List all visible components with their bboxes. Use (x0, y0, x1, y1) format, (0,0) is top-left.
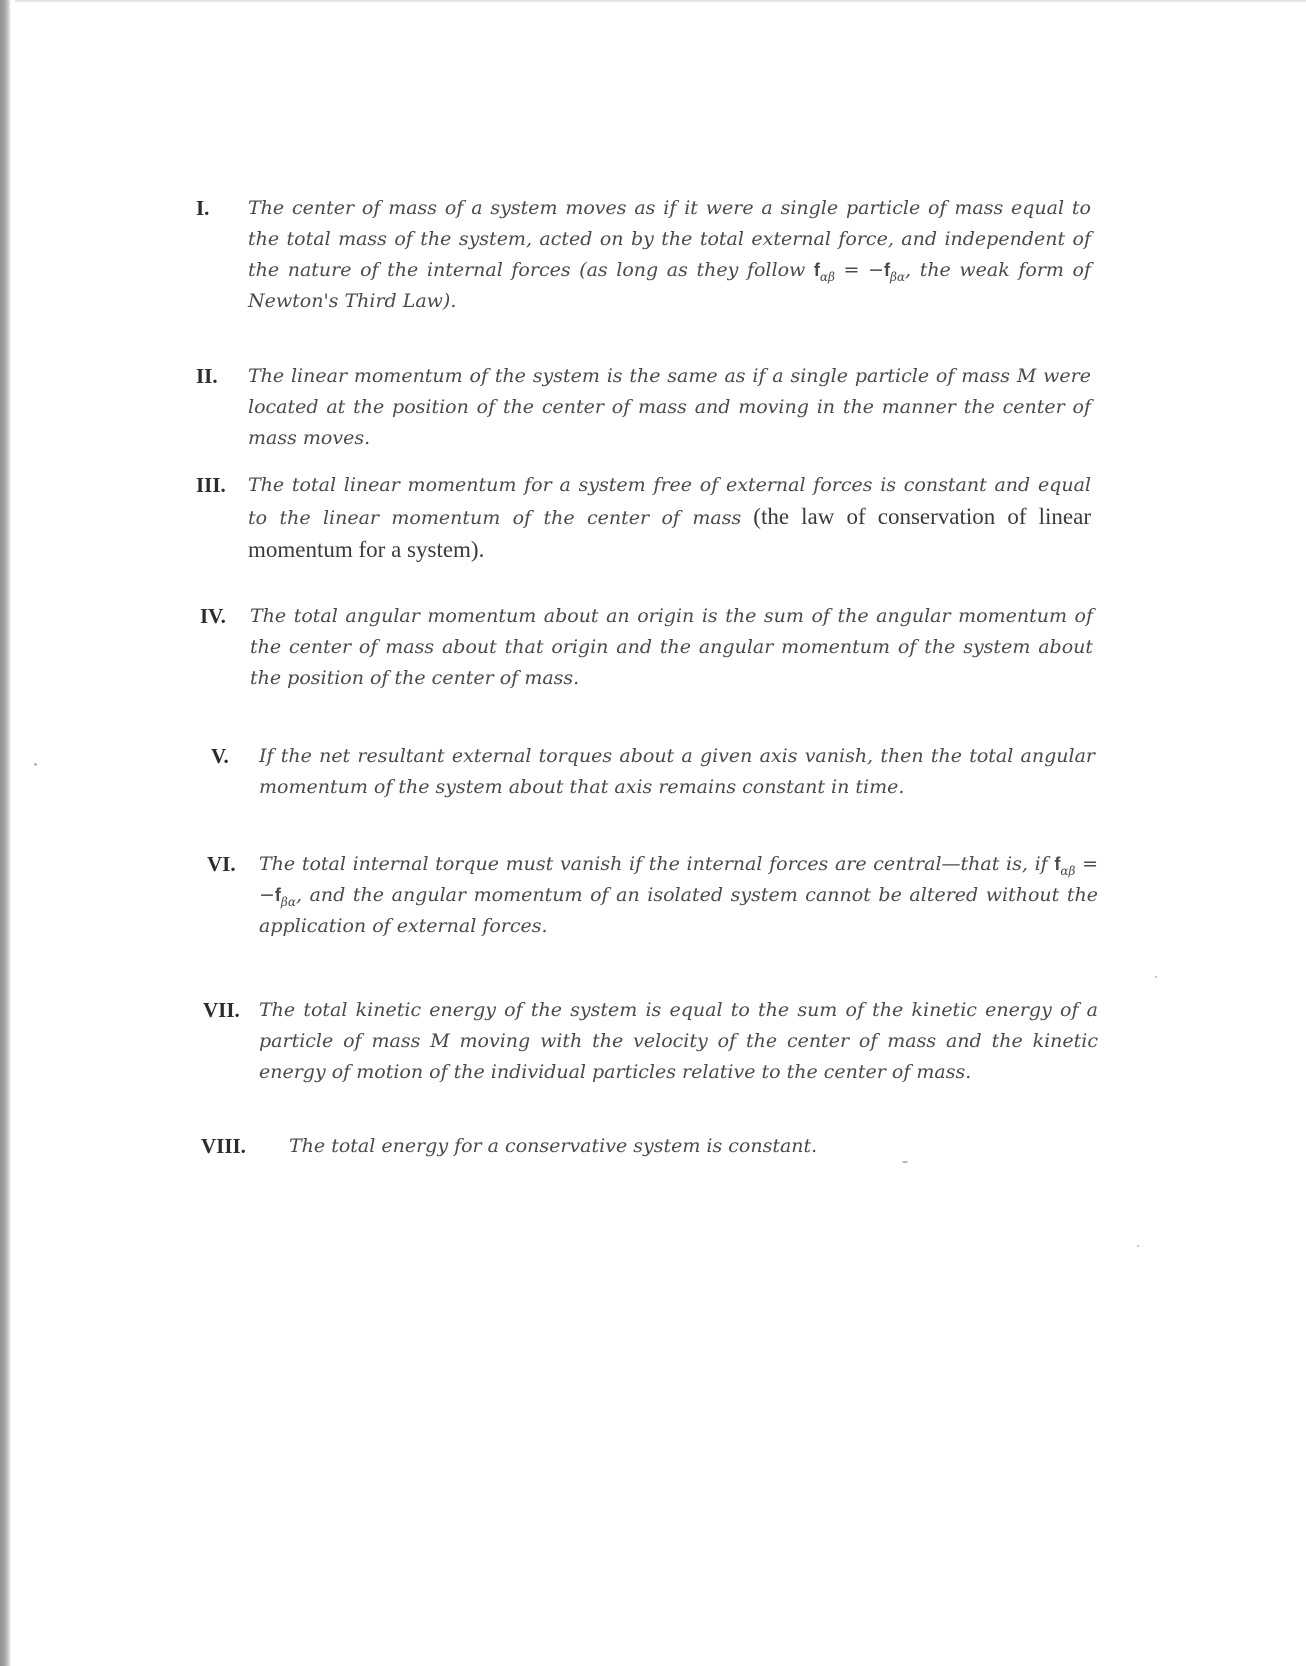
statement-text: The total internal torque must vanish if the internal forces are central—that is, if $f_{\alpha\beta} = -f_{\beta\alpha}$, and the angular momentum of an isolated system cannot be altered without the application of external forces. (259, 853, 1098, 937)
statement-text: The linear momentum of the system is the same as if a single particle of mass M were located at the position of the center of mass and moving in the manner the center of mass moves. (248, 365, 1091, 449)
statement-2 (196, 361, 1091, 454)
statement-numeral: IV. (200, 604, 226, 628)
statement-text: The total linear momentum for a system free of external forces is constant and equal to the linear momentum of the center of mass (the law of conservation of linear momentum for a system). (248, 474, 1091, 562)
scan-top-edge (15, 0, 1306, 3)
statement-numeral: VIII. (201, 1134, 246, 1158)
scan-speck (1155, 976, 1157, 978)
statement-numeral: II. (196, 364, 218, 388)
statement-numeral: I. (196, 196, 210, 220)
statement-text: If the net resultant external torques about a given axis vanish, then the total angular momentum of the system about that axis remains constant in time. (259, 745, 1095, 798)
scan-speck (902, 1161, 908, 1163)
statement-text: The total kinetic energy of the system is equal to the sum of the kinetic energy of a particle of mass M moving with the velocity of the center of mass and the kinetic energy of motion of the individual particles relative to the center of mass. (259, 999, 1098, 1083)
statement-5 (211, 741, 1095, 803)
scan-speck (34, 763, 37, 766)
statement-8 (201, 1131, 1101, 1162)
statement-7 (203, 995, 1098, 1088)
statement-numeral: VII. (203, 998, 240, 1022)
statement-text: The total energy for a conservative system is constant. (289, 1135, 818, 1157)
statement-text: The center of mass of a system moves as if it were a single particle of mass equal to the total mass of the system, acted on by the total external force, and independent of the nature of the internal forces (as long as they follow $f_{\alpha\beta} = -f_{\beta\alpha}$, the weak form of Newton's Third Law). (248, 197, 1092, 312)
scan-speck (1137, 1245, 1139, 1247)
statement-3 (196, 470, 1091, 567)
statement-numeral: V. (211, 744, 229, 768)
statement-4 (200, 601, 1093, 694)
statement-1 (196, 193, 1091, 317)
scan-edge-shadow (0, 0, 11, 1666)
statement-6 (207, 849, 1098, 942)
statement-text: The total angular momentum about an origin is the sum of the angular momentum of the center of mass about that origin and the angular momentum of the system about the position of the center of mass. (250, 605, 1093, 689)
statement-numeral: VI. (207, 852, 236, 876)
statement-numeral: III. (196, 473, 226, 497)
